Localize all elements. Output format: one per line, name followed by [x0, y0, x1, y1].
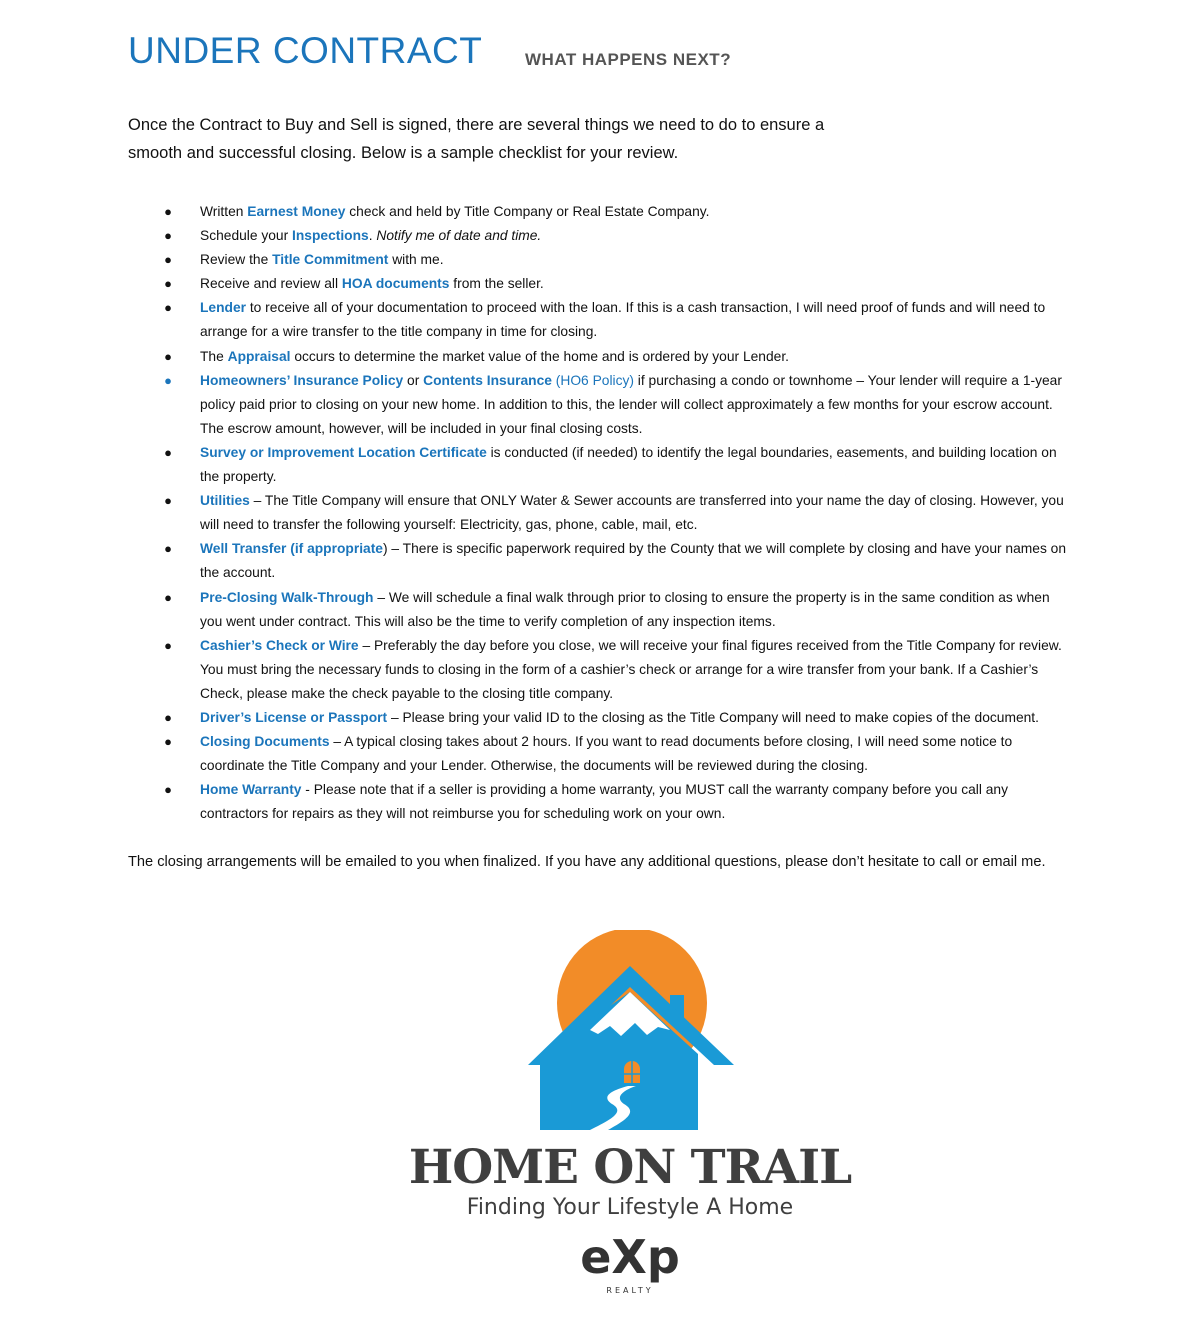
- checklist-item-text: – A typical closing takes about 2 hours. If you want to read documents before closing, I will need some notice to coordinate the Title Company and your Lender. Otherwise, the documents will be reviewed during the closing.: [200, 734, 1013, 774]
- bullet-dot-icon: ●: [164, 541, 172, 557]
- checklist-item-text: Written: [200, 204, 248, 219]
- page-subtitle: WHAT HAPPENS NEXT?: [525, 50, 732, 69]
- checklist-item-keyword: Appraisal: [227, 348, 291, 364]
- checklist-item: [128, 634, 1068, 706]
- checklist-item-text: if purchasing a condo or townhome – Your lender will require a 1-year policy paid prior to closing on your new home. In addition to this, the lender will collect approximately a few months for your escrow account. The escrow amount, however, will be included in your final closing costs.: [200, 372, 1062, 436]
- checklist-item: [128, 248, 1068, 272]
- bullet-dot-icon: ●: [164, 204, 172, 219]
- checklist-item-keyword: Title Commitment: [272, 252, 389, 268]
- checklist-item-text: Review the: [200, 252, 273, 268]
- checklist-item-keyword: Driver’s License or Passport: [200, 709, 388, 725]
- checklist-item-text: is conducted (if needed) to identify the legal boundaries, easements, and building location on the property.: [200, 444, 1057, 485]
- checklist-item-text: - Please note that if a seller is providing a home warranty, you MUST call the warranty company before you call any contractors for repairs as they will not reimburse you for scheduling work on your own.: [200, 782, 1008, 822]
- bullet-dot-icon: ●: [164, 372, 172, 388]
- checklist-item: [128, 345, 1068, 369]
- checklist-item-text: or: [403, 372, 424, 388]
- bullet-dot-icon: ●: [164, 493, 172, 509]
- checklist-item-text: Schedule your: [200, 228, 293, 244]
- brand-tagline: Finding Your Lifestyle A Home: [466, 1195, 794, 1220]
- exp-realty-logo: [570, 1230, 690, 1306]
- checklist-item: [128, 224, 1068, 248]
- bullet-dot-icon: ●: [164, 444, 172, 460]
- checklist-item-text: ) – There is specific paperwork required by the County that we will complete by closing and have your names on the account.: [200, 541, 1067, 581]
- checklist-item-keyword: Cashier’s Check or Wire: [200, 637, 359, 653]
- bullet-dot-icon: ●: [164, 734, 172, 750]
- checklist-item-keyword: HOA documents: [341, 276, 450, 292]
- checklist-item: [128, 489, 1068, 537]
- checklist-item-keyword: Utilities: [200, 493, 250, 509]
- checklist-item: [128, 706, 1068, 730]
- checklist-item: [128, 730, 1068, 778]
- checklist-item-keyword: Earnest Money: [247, 204, 346, 219]
- checklist-item-text: Notify me of date and time.: [376, 228, 542, 244]
- checklist-item-text: .: [368, 228, 377, 244]
- checklist-item-text: – Please bring your valid ID to the closing as the Title Company will need to make copies of the document.: [387, 709, 1039, 725]
- checklist-item-text: occurs to determine the market value of the home and is ordered by your Lender.: [290, 348, 789, 364]
- exp-realty-label: REALTY: [606, 1286, 654, 1295]
- page-header: [128, 30, 1028, 80]
- checklist-item-keyword: Well Transfer (if appropriate: [200, 541, 383, 557]
- bullet-dot-icon: ●: [164, 252, 172, 268]
- checklist-item-keyword: Closing Documents: [200, 734, 330, 750]
- checklist-item-keyword: Contents Insurance: [423, 372, 552, 388]
- checklist-item-keyword: Inspections: [292, 228, 369, 244]
- checklist-item-text: with me.: [388, 252, 444, 268]
- checklist-item-text: – Preferably the day before you close, we will receive your final figures received from the Title Company for review. You must bring the necessary funds to closing in the form of a cashier’s check or arrange for a wire transfer from your bank. If a Cashier’s Check, please make the check payable to the closing title company.: [200, 637, 1062, 701]
- checklist-item: [128, 778, 1068, 826]
- bullet-dot-icon: ●: [164, 300, 172, 316]
- checklist-item-text: check and held by Title Company or Real Estate Company.: [345, 204, 710, 219]
- checklist-item-keyword: Home Warranty: [200, 782, 302, 798]
- bullet-dot-icon: ●: [164, 589, 172, 605]
- checklist-item: [128, 272, 1068, 296]
- intro-paragraph: Once the Contract to Buy and Sell is signed, there are several things we need to do to ensure a smooth and successful closing. Below is a sample checklist for your review.: [128, 116, 825, 162]
- bullet-dot-icon: ●: [164, 276, 172, 292]
- bullet-dot-icon: ●: [164, 637, 172, 653]
- checklist-item-text: to receive all of your documentation to proceed with the loan. If this is a cash transaction, I will need proof of funds and will need to arrange for a wire transfer to the title company in time for closing.: [200, 300, 1046, 340]
- bullet-dot-icon: ●: [164, 782, 172, 798]
- checklist-item-text: Receive and review all: [200, 276, 342, 292]
- checklist-item-keyword: Survey or Improvement Location Certificate: [200, 444, 487, 460]
- checklist-item: [128, 441, 1068, 489]
- checklist-item: [128, 296, 1068, 344]
- closing-paragraph: The closing arrangements will be emailed to you when finalized. If you have any additional questions, please don’t hesitate to call or email me.: [128, 854, 1046, 870]
- checklist-item-text: – We will schedule a final walk through prior to closing to ensure the property is in the same condition as when you went under contract. This will also be the time to verify completion of any inspection items.: [200, 589, 1050, 629]
- checklist-item: [128, 537, 1068, 585]
- checklist-item-text: The: [200, 348, 228, 364]
- exp-wordmark: eXp: [580, 1230, 680, 1284]
- home-on-trail-logo: [520, 930, 750, 1135]
- checklist-item: [128, 586, 1068, 634]
- checklist-item: [128, 200, 1068, 224]
- closing-checklist: [128, 200, 1068, 826]
- checklist-item-keyword: Pre-Closing Walk-Through: [200, 589, 374, 605]
- checklist-item-keyword: Homeowners’ Insurance Policy: [200, 372, 404, 388]
- checklist-item-text: – The Title Company will ensure that ONLY Water & Sewer accounts are transferred into your name the day of closing. However, you will need to transfer the following yourself: Electricity, gas, phone, cable, mail, etc.: [200, 493, 1064, 533]
- checklist-item-text: from the seller.: [449, 276, 544, 292]
- checklist-item-text: (HO6 Policy): [551, 372, 634, 388]
- bullet-dot-icon: ●: [164, 709, 172, 725]
- page-title: UNDER CONTRACT: [128, 30, 483, 71]
- bullet-dot-icon: ●: [164, 348, 172, 364]
- checklist-item-keyword: Lender: [200, 300, 246, 316]
- checklist-item: [128, 369, 1068, 441]
- brand-name: HOME ON TRAIL: [408, 1140, 852, 1195]
- bullet-dot-icon: ●: [164, 228, 172, 244]
